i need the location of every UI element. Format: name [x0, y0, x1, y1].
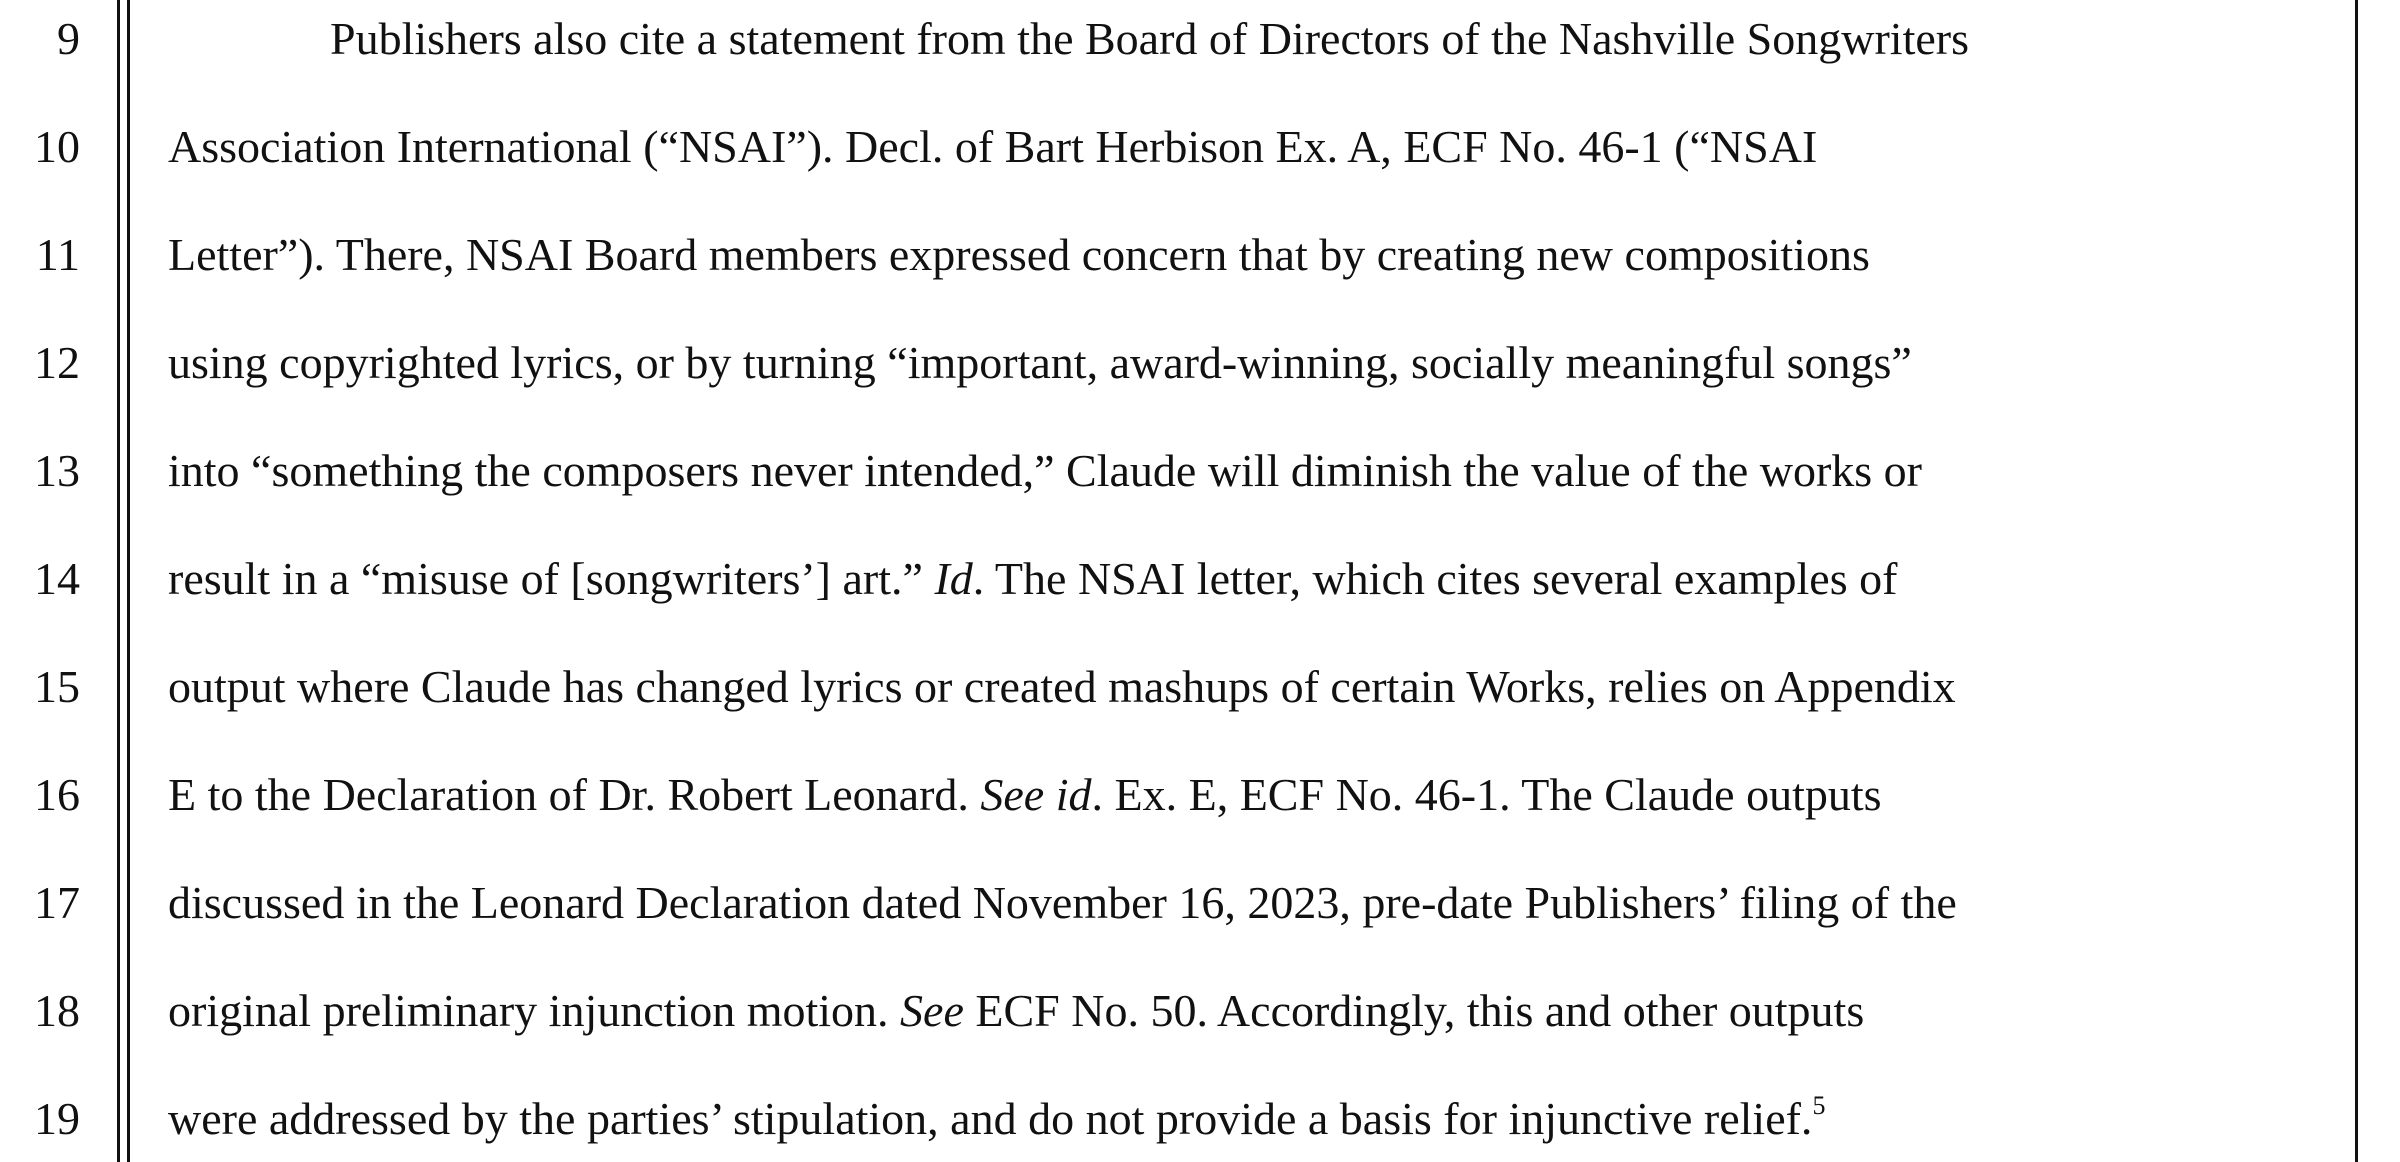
line-number: 12	[34, 337, 80, 388]
text-line-14	[168, 553, 1898, 604]
text-line-16	[168, 769, 1882, 820]
text-segment: E to the Declaration of Dr. Robert Leonard.	[168, 769, 981, 820]
line-number: 10	[34, 121, 80, 172]
text-segment: result in a “misuse of [songwriters’] art.”	[168, 553, 935, 604]
line-number: 13	[34, 445, 80, 496]
line-number: 14	[34, 553, 80, 604]
left-margin-rule	[117, 0, 120, 1162]
line-number: 17	[34, 877, 80, 928]
line-number: 18	[34, 985, 80, 1036]
text-segment: . Ex. E, ECF No. 46-1. The Claude outputs	[1091, 769, 1882, 820]
text-line-19	[168, 1091, 1826, 1144]
line-number: 11	[35, 229, 80, 280]
line-number: 9	[57, 13, 80, 64]
line-number: 15	[34, 661, 80, 712]
text-line-15: output where Claude has changed lyrics or created mashups of certain Works, relies on Appendix	[168, 661, 1956, 712]
text-line-17: discussed in the Leonard Declaration dated November 16, 2023, pre-date Publishers’ filing of the	[168, 877, 1957, 928]
left-margin-rule-inner	[127, 0, 130, 1162]
citation-italic: Id	[934, 553, 973, 604]
text-line-13: into “something the composers never intended,” Claude will diminish the value of the works or	[168, 445, 1922, 496]
text-segment: ECF No. 50. Accordingly, this and other outputs	[963, 985, 1865, 1036]
text-line-12: using copyrighted lyrics, or by turning “important, award-winning, socially meaningful songs”	[168, 337, 1912, 388]
line-number: 16	[34, 769, 80, 820]
text-segment: . The NSAI letter, which cites several examples of	[972, 553, 1898, 604]
text-line-10: Association International (“NSAI”). Decl. of Bart Herbison Ex. A, ECF No. 46-1 (“NSAI	[168, 121, 1818, 172]
citation-italic: See	[900, 985, 964, 1036]
citation-italic: See id	[980, 769, 1092, 820]
right-margin-rule	[2355, 0, 2358, 1162]
text-line-18	[168, 985, 1865, 1036]
text-segment: original preliminary injunction motion.	[168, 985, 901, 1036]
footnote-reference[interactable]: 5	[1812, 1091, 1826, 1120]
line-number: 19	[34, 1093, 80, 1144]
text-segment: were addressed by the parties’ stipulation, and do not provide a basis for injunctive relief.	[168, 1093, 1813, 1144]
text-line-9: Publishers also cite a statement from the Board of Directors of the Nashville Songwriters	[330, 13, 1969, 64]
text-line-11: Letter”). There, NSAI Board members expressed concern that by creating new compositions	[168, 229, 1870, 280]
